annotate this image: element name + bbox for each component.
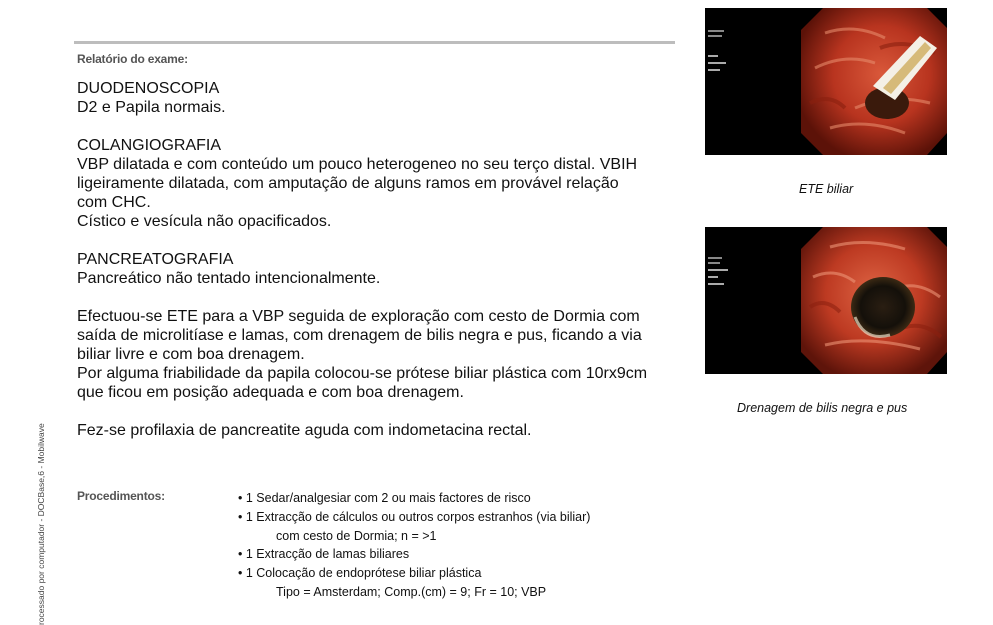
ete-line: Por alguma friabilidade da papila colocou-se prótese biliar plástica com 10rx9cm xyxy=(77,365,648,382)
endoscopy-image-ete xyxy=(705,8,947,155)
ete-line: biliar livre e com boa drenagem. xyxy=(77,346,305,363)
procedure-item: • 1 Extracção de lamas biliares xyxy=(238,547,410,562)
colangiografia-line: VBP dilatada e com conteúdo um pouco heterogeneo no seu terço distal. VBIH xyxy=(77,156,638,173)
endoscopy-image-drenagem-graphic xyxy=(705,227,947,374)
endoscopy-image-drenagem xyxy=(705,227,947,374)
procedures-list xyxy=(238,489,590,602)
image-caption-ete: ETE biliar xyxy=(799,182,854,196)
report-label: Relatório do exame: xyxy=(77,52,188,66)
procedure-item-detail: com cesto de Dormia; n = >1 xyxy=(276,528,437,543)
colangiografia-line: com CHC. xyxy=(77,194,151,211)
pancreatografia-heading: PANCREATOGRAFIA xyxy=(77,251,234,268)
colangiografia-heading: COLANGIOGRAFIA xyxy=(77,137,222,154)
procedures-label: Procedimentos: xyxy=(77,489,165,503)
procedure-item: • 1 Extracção de cálculos ou outros corpos estranhos (via biliar) xyxy=(238,509,591,524)
procedure-item: • 1 Sedar/analgesiar com 2 ou mais factores de risco xyxy=(238,491,531,505)
procedure-item: • 1 Colocação de endoprótese biliar plástica xyxy=(238,566,482,581)
header-divider xyxy=(74,41,675,44)
duodenoscopia-text: D2 e Papila normais. xyxy=(77,99,226,116)
procedure-item-detail: Tipo = Amsterdam; Comp.(cm) = 9; Fr = 10; VBP xyxy=(276,584,547,599)
profilaxia-text: Fez-se profilaxia de pancreatite aguda com indometacina rectal. xyxy=(77,422,532,439)
endoscopy-image-ete-graphic xyxy=(705,8,947,155)
ete-line: Efectuou-se ETE para a VBP seguida de exploração com cesto de Dormia com xyxy=(77,308,640,325)
ete-line: saída de microlitíase e lamas, com drenagem de bilis negra e pus, ficando a via xyxy=(77,327,642,344)
image-caption-drenagem: Drenagem de bilis negra e pus xyxy=(737,401,908,415)
ete-line: que ficou em posição adequada e com boa drenagem. xyxy=(77,384,464,401)
duodenoscopia-heading: DUODENOSCOPIA xyxy=(77,80,220,97)
colangiografia-line: Cístico e vesícula não opacificados. xyxy=(77,213,332,230)
colangiografia-line: ligeiramente dilatada, com amputação de alguns ramos em provável relação xyxy=(77,175,619,192)
report-body xyxy=(77,79,687,440)
vertical-footer-text: rocessado por computador - DOCBase,6 - Mobilwave xyxy=(36,423,46,625)
pancreatografia-text: Pancreático não tentado intencionalmente. xyxy=(77,270,381,287)
